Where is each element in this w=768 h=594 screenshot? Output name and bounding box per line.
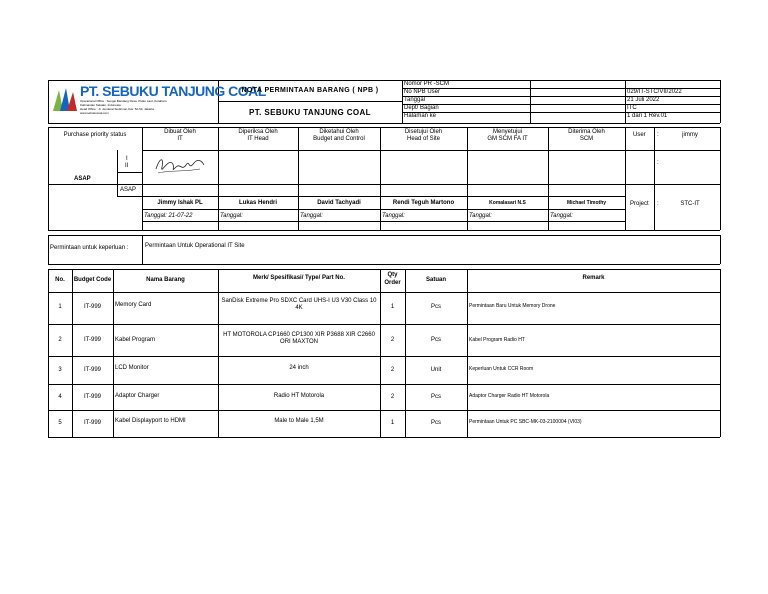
cell-name: Adaptor Charger — [115, 393, 160, 399]
purpose-label: Permintaan untuk keperluan : — [50, 245, 129, 251]
user-label: User — [633, 132, 646, 138]
user-value: jimmy — [682, 132, 698, 138]
cell-remark: Permintaan Untuk PC SBC-MK-03-2100004 (VI03) — [469, 419, 582, 425]
approval-title: Diperiksa Oleh — [238, 129, 278, 135]
cell-unit: Unit — [430, 367, 442, 373]
approver-name: Michael Timothy — [566, 200, 607, 206]
priority-value: ASAP — [74, 176, 91, 182]
approval-title: Diterima Oleh — [568, 129, 605, 135]
priority-mark-2: II — [125, 163, 129, 169]
middle-separator: : — [657, 160, 659, 166]
cell-no: 3 — [58, 367, 62, 373]
approver-name: Rendi Teguh Martono — [392, 200, 455, 206]
meta-label: Nomor PR -SCM — [404, 81, 450, 87]
cell-spec: 24 inch — [289, 365, 309, 371]
approval-date: Tanggal: 21-07-22 — [144, 213, 193, 219]
logo-address-4: www.sebukucoal.com — [80, 111, 109, 115]
approval-date: Tanggal: — [220, 213, 243, 219]
approval-date: Tanggal: — [550, 213, 573, 219]
cell-no: 5 — [58, 420, 62, 426]
cell-no: 2 — [58, 337, 62, 343]
cell-no: 4 — [58, 394, 62, 400]
cell-name: Kabel Program — [115, 337, 156, 343]
cell-remark: Adaptor Charger Radio HT Motorola — [469, 393, 550, 399]
cell-qty: 2 — [390, 394, 395, 400]
meta-label: Halaman ke — [404, 113, 437, 119]
meta-value: 21 Juli 2022 — [627, 97, 660, 103]
approval-date: Tanggal: — [300, 213, 323, 219]
cell-unit: Pcs — [430, 337, 441, 343]
cell-name: LCD Monitor — [115, 365, 149, 371]
meta-label: Dept/ Bagian — [404, 105, 439, 111]
approver-name: David Tachyadi — [317, 200, 361, 206]
logo-mountain-icon — [52, 86, 78, 112]
col-header-spec: Merk/ Spesifikasi/ Type/ Part No. — [253, 275, 345, 281]
priority-sub: ASAP — [120, 187, 137, 193]
form-title: NOTA PERMINTAAN BARANG ( NPB ) — [241, 87, 379, 94]
cell-name: Kabel Displayport to HDMI — [115, 418, 186, 424]
approval-role: Budget and Control — [313, 136, 365, 142]
logo-company-name: PT. SEBUKU TANJUNG COAL — [80, 83, 266, 99]
approval-role: GM SCM FA IT — [487, 136, 528, 142]
priority-mark-1: I — [126, 156, 128, 162]
project-value: STC-IT — [680, 201, 700, 207]
project-separator: : — [657, 201, 659, 207]
col-header-qty: Qty — [387, 272, 398, 278]
cell-remark: Keperluan Untuk CCR Room — [469, 366, 534, 372]
company-logo — [52, 82, 266, 120]
col-header-name: Nama Barang — [146, 277, 185, 283]
approver-name: Lukas Hendri — [238, 200, 277, 206]
logo-address-1: Operational Office : Sungai Bandang Desa, Pulau Laut, Kotabaru — [80, 99, 167, 103]
approver-name: Komalasari N.S — [489, 200, 526, 206]
approval-role: IT Head — [247, 136, 269, 142]
cell-unit: Pcs — [430, 420, 441, 426]
approval-title: Diketahui Oleh — [319, 129, 359, 135]
logo-address-2: Kalimantan Selatan, Indonesia — [80, 103, 121, 107]
meta-label: Tanggal — [404, 97, 426, 103]
cell-budget: IT-999 — [83, 420, 101, 426]
cell-spec: Radio HT Motorola — [273, 393, 325, 399]
cell-spec: SanDisk Extreme Pro SDXC Card UHS-I U3 V30 Class 10 4K — [221, 298, 377, 311]
cell-spec: Male to Male 1,5M — [274, 418, 324, 424]
approval-date: Tanggal: — [382, 213, 405, 219]
cell-remark: Permintaan Baru Untuk Memory Drone — [469, 303, 556, 309]
logo-address-3: Head Office : Jl. Jenderal Sudirman Kav. 52-53, Jakarta — [80, 107, 154, 111]
meta-value: 029/IT-STC/VII/2022 — [627, 89, 682, 95]
approval-role: Head of Site — [406, 136, 441, 142]
priority-label: Purchase priority status — [63, 132, 127, 138]
col-header-no: No. — [55, 277, 65, 283]
cell-budget: IT-999 — [83, 367, 101, 373]
approval-title: Dibuat Oleh — [164, 129, 196, 135]
approver-name: Jimmy Ishak PL — [157, 200, 203, 206]
meta-value: 1 dari 1 Rev.01 — [627, 113, 668, 119]
cell-unit: Pcs — [430, 394, 441, 400]
cell-budget: IT-999 — [83, 394, 101, 400]
cell-qty: 1 — [390, 304, 395, 310]
purpose-value: Permintaan Untuk Operational IT Site — [145, 243, 245, 249]
approval-title: Menyetujui — [492, 129, 522, 135]
cell-no: 1 — [58, 304, 62, 310]
cell-qty: 1 — [390, 420, 395, 426]
approval-role: IT — [177, 136, 183, 142]
cell-unit: Pcs — [430, 304, 441, 310]
cell-budget: IT-999 — [83, 304, 101, 310]
meta-label: No NPB User — [404, 89, 441, 95]
project-label: Project — [630, 201, 649, 207]
cell-budget: IT-999 — [83, 337, 101, 343]
cell-name: Memory Card — [115, 302, 152, 308]
approval-role: SCM — [579, 136, 594, 142]
cell-qty: 2 — [390, 367, 395, 373]
meta-value: ITC — [627, 105, 637, 111]
company-name: PT. SEBUKU TANJUNG COAL — [249, 108, 371, 117]
col-header-unit: Satuan — [425, 277, 446, 283]
col-header-budget: Budget Code — [73, 277, 112, 283]
cell-remark: Kabel Program Radio HT — [469, 337, 525, 343]
approval-title: Disetujui Oleh — [404, 129, 443, 135]
cell-qty: 2 — [390, 337, 395, 343]
cell-spec: HT MOTOROLA CP1660 CP1300 XIR P3688 XIR C2660 ORI MAXTON — [223, 332, 375, 345]
approval-date: Tanggal: — [469, 213, 492, 219]
signature-image — [150, 153, 210, 179]
col-header-qty-order: Order — [384, 280, 401, 286]
col-header-remark: Remark — [582, 275, 605, 281]
user-separator: : — [657, 132, 659, 138]
